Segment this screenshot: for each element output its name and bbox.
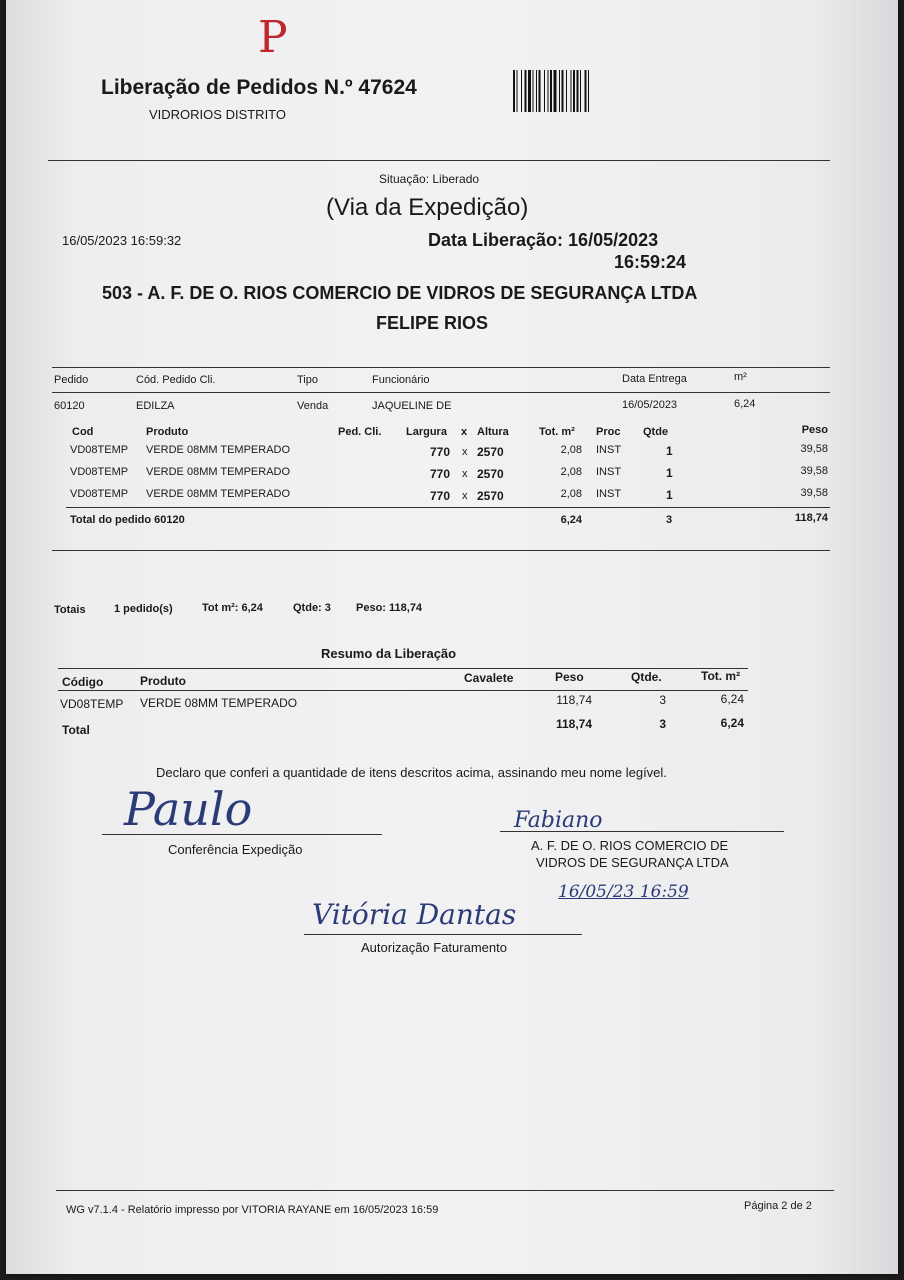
item-cod: VD08TEMP [70,466,129,478]
item-produto: VERDE 08MM TEMPERADO [146,466,291,478]
client-sign-line2: VIDROS DE SEGURANÇA LTDA [536,855,729,870]
item-tot-m2: 2,08 [560,466,582,478]
totals-label: Totais [54,604,86,616]
autorizacao-label: Autorização Faturamento [361,940,507,955]
item-x: x [462,446,468,458]
order-total-label: Total do pedido 60120 [70,514,185,526]
items-col-qtde: Qtde [643,426,669,438]
totals-pedidos: 1 pedido(s) [114,603,173,615]
summary-total-tot-m2: 6,24 [720,716,744,730]
item-largura: 770 [430,467,451,481]
summary-col-cavalete: Cavalete [464,671,514,685]
summary-col-produto: Produto [140,674,186,688]
signature-line-conferencia [102,834,382,835]
divider-footer [56,1190,834,1191]
item-proc: INST [596,444,622,456]
client-sign-date: 16/05/23 16:59 [558,882,689,902]
item-peso: 39,58 [800,443,828,455]
item-altura: 2570 [477,467,504,481]
col-pedido: Pedido [54,374,89,386]
order-m2: 6,24 [734,398,756,410]
client-contact: FELIPE RIOS [376,313,489,333]
order-data-entrega: 16/05/2023 [622,399,678,411]
divider-summary-top [58,668,748,669]
divider-top [48,160,830,161]
col-data-entrega: Data Entrega [622,373,687,385]
items-col-x: x [461,426,468,438]
col-funcionario: Funcionário [372,374,430,386]
summary-qtde: 3 [659,693,666,707]
items-col-proc: Proc [596,426,621,438]
order-total-m2: 6,24 [560,514,582,526]
summary-peso: 118,74 [556,693,592,707]
item-largura: 770 [430,489,451,503]
summary-codigo: VD08TEMP [60,697,124,711]
item-tot-m2: 2,08 [560,488,582,500]
via-title: (Via da Expedição) [326,194,529,221]
item-produto: VERDE 08MM TEMPERADO [146,444,291,456]
client-sign-line1: A. F. DE O. RIOS COMERCIO DE [531,838,729,853]
item-qtde: 1 [666,444,673,458]
totals-qtde: Qtde: 3 [293,602,331,614]
order-total-qtde: 3 [666,514,673,526]
declaration-text: Declaro que conferi a quantidade de itens descritos acima, assinando meu nome legível. [156,765,667,780]
order-total-peso: 118,74 [794,512,828,524]
signature-line-client [500,831,784,832]
client-name: 503 - A. F. DE O. RIOS COMERCIO DE VIDROS DE SEGURANÇA LTDA [102,283,698,303]
col-tipo: Tipo [297,374,318,386]
summary-total-peso: 118,74 [555,717,592,731]
col-m2: m² [734,371,747,383]
divider-order-total [66,507,830,508]
item-proc: INST [596,466,622,478]
footer-left: WG v7.1.4 - Relatório impresso por VITORIA RAYANE em 16/05/2023 16:59 [66,1204,439,1216]
items-col-largura: Largura [406,426,447,438]
print-datetime: 16/05/2023 16:59:32 [62,233,182,248]
summary-title: Resumo da Liberação [321,646,457,661]
conferencia-label: Conferência Expedição [168,842,303,857]
summary-col-tot-m2: Tot. m² [701,669,741,683]
footer-right: Página 2 de 2 [744,1200,812,1212]
company-name: VIDRORIOS DISTRITO [149,107,286,122]
signature-client: Fabiano [514,808,603,833]
summary-col-peso: Peso [555,670,584,684]
document-title: Liberação de Pedidos N.º 47624 [101,76,417,99]
barcode [513,70,653,112]
item-tot-m2: 2,08 [560,444,582,456]
divider-summary-header [58,690,748,691]
items-col-cod: Cod [72,426,94,438]
item-altura: 2570 [477,445,504,459]
divider-order-top [52,367,830,368]
order-funcionario: JAQUELINE DE [372,400,452,412]
order-tipo: Venda [297,400,329,412]
items-col-tot-m2: Tot. m² [539,426,575,438]
totals-tot-m2: Tot m²: 6,24 [202,602,263,614]
signature-autorizacao: Vitória Dantas [312,898,517,931]
item-x: x [462,468,468,480]
summary-total-qtde: 3 [659,717,666,731]
item-largura: 770 [430,445,451,459]
col-cod-pedido-cli: Cód. Pedido Cli. [136,374,216,386]
summary-tot-m2: 6,24 [720,692,744,706]
order-cod-pedido-cli: EDILZA [136,400,175,412]
document-page [6,0,898,1274]
item-cod: VD08TEMP [70,488,129,500]
handwritten-mark: P [258,12,288,63]
item-x: x [462,490,468,502]
item-qtde: 1 [666,488,673,502]
summary-col-codigo: Código [62,675,104,689]
item-cod: VD08TEMP [70,444,129,456]
summary-total-label: Total [62,723,90,737]
item-peso: 39,58 [800,487,828,499]
signature-line-autorizacao [304,934,582,935]
items-col-ped-cli: Ped. Cli. [338,426,382,438]
item-produto: VERDE 08MM TEMPERADO [146,488,291,500]
item-peso: 39,58 [800,465,828,477]
items-col-produto: Produto [146,426,189,438]
divider-order-bottom [52,550,830,551]
items-col-peso: Peso [801,424,828,436]
item-altura: 2570 [477,489,504,503]
order-pedido: 60120 [54,400,85,412]
item-qtde: 1 [666,466,673,480]
release-time: 16:59:24 [614,252,687,272]
divider-order-header [52,392,830,393]
signature-conferencia: Paulo [124,782,253,836]
totals-peso: Peso: 118,74 [356,602,423,614]
item-proc: INST [596,488,622,500]
summary-col-qtde: Qtde. [631,670,662,684]
release-date: Data Liberação: 16/05/2023 [428,230,659,250]
status-text: Situação: Liberado [379,172,480,186]
items-col-altura: Altura [477,426,509,438]
summary-produto: VERDE 08MM TEMPERADO [140,696,298,710]
